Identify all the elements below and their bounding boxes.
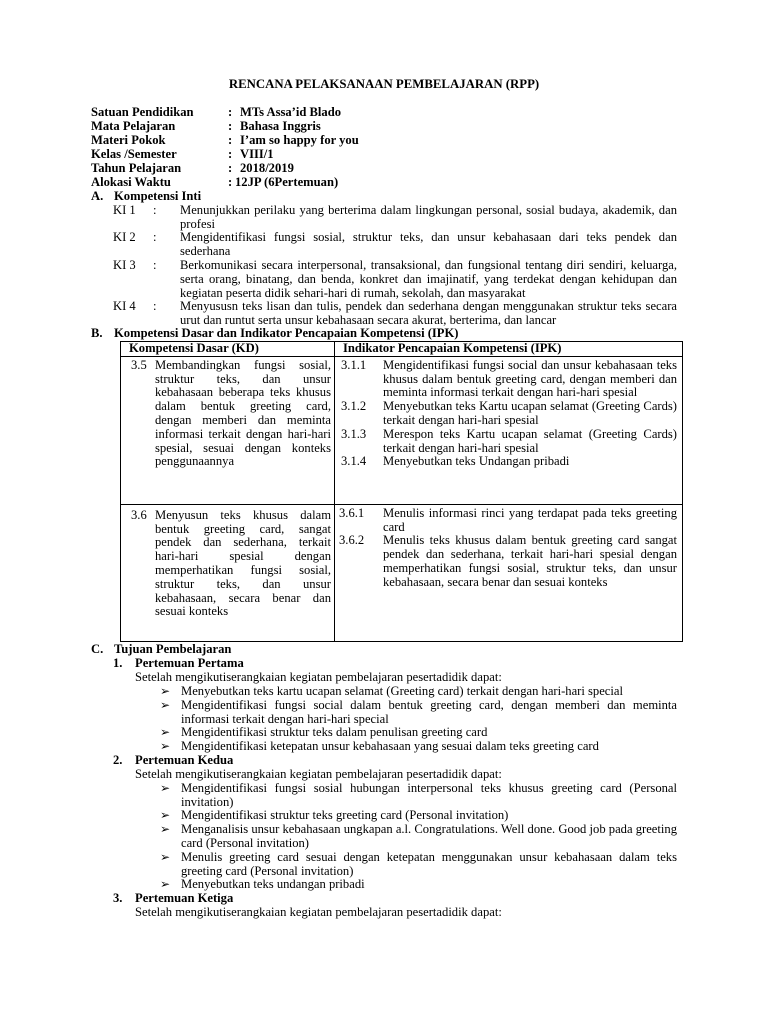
ipk-item [341,455,682,469]
ipk-text: Menyebutkan teks Kartu ucapan selamat (Greeting Cards) terkait dengan hari-hari spesial [383,399,677,427]
identity-block [91,106,359,190]
ki-text: Menunjukkan perilaku yang berterima dalam lingkungan personal, sosial budaya, akademik, dan profesi [180,203,677,231]
ipk-item [341,359,682,400]
ki-text: Mengidentifikasi fungsi sosial, struktur teks, dan unsur kebahasaan dari teks pendek dan sederhana [180,230,677,258]
document-title: RENCANA PELAKSANAAN PEMBELAJARAN (RPP) [228,77,540,91]
arrow-bullet-icon: ➢ [160,822,171,836]
ipk-item [341,428,682,456]
document-page: RENCANA PELAKSANAAN PEMBELAJARAN (RPP) Satuan Pendidikan : MTs Assa’id Blado Mata Pelajaran : Bahasa Inggris Materi Pokok : I’am so happy for you Kelas /Semester : VIII/1 Tahun Pelajaran : 2018/2019 Alokasi Waktu : 12JP (6Pertemuan) A. Kompetensi Inti KI 1 : Menunjukkan perilaku yang berterima dalam lingkungan personal, sosial budaya, akademik, dan profesi KI 2 : Mengidentifikasi fungsi sosial, struktur teks, dan unsur kebahasaan dari teks pendek dan sederhana KI 3 : Berkomunikasi secara interpersonal, transaksional, dan fungsional tentang diri sendiri, keluarga, serta orang, binatang, dan benda, konkret dan imajinatif, yang terdekat dengan kehidupan dan kegiatan peserta didik sehari-hari di rumah, sekolah, dan masyarakat KI 4 : Menyususn teks lisan dan tulis, pendek dan sederhana dengan menggunakan struktur teks secara urut dan runtut serta unsur kebahasaan secara akurat, berterima, dan lancar B. Kompetensi Dasar dan Indikator Pencapaian Kompetensi (IPK) Kompetensi Dasar (KD) Indikator Pencapaian Kompetensi (IPK) 3.5 Membandingkan fungsi sosial, struktur teks, dan unsur kebahasaan beberapa teks khusus dalam bentuk greeting card, dengan memberi dan meminta informasi terkait dengan hari-hari spesial, sesuai dengan konteks penggunaannya 3.1.1 Mengidentifikasi fungsi social dan unsur kebahasaan teks khusus dalam bentuk greeting card, dengan memberi dan meminta informasi terkait dengan hari-hari spesial 3.1.2 Menyebutkan teks Kartu ucapan selamat (Greeting Cards) terkait dengan hari-hari spesial 3.1.3 Merespon teks Kartu ucapan selamat (Greeting Cards) terkait dengan hari-hari spesial 3.1.4 Menyebutkan teks Undangan pribadi 3.6 Menyusun teks khusus dalam bentuk greeting card, sangat pendek dan sederhana, terkait hari-hari spesial dengan memperhatikan fungsi sosial, struktur teks, dan unsur kebahasaan, secara benar dan sesuai konteks 3.6.1 Menulis informasi rinci yang terdapat pada teks greeting card 3.6.2 Menulis teks khusus dalam bentuk greeting card sangat pendek dan sederhana, terkait hari-hari spesial dengan memperhatikan fungsi sosial, struktur teks, dan unsur kebahasaan, secara benar dan sesuai konteks C. Tujuan Pembelajaran 1. Pertemuan Pertama Setelah mengikutiserangkaian kegiatan pembelajaran pesertadidik dapat: ➢ Menyebutkan teks kartu ucapan selamat (Greeting card) terkait dengan hari-hari special ➢ Mengidentifikasi fungsi social dalam bentuk greeting card, dengan memberi dan meminta informasi terkait dengan hari-hari special ➢ Mengidentifikasi struktur teks dalam penulisan greeting card ➢ Mengidentifikasi ketepatan unsur kebahasaan yang sesuai dalam teks greeting card 2. Pertemuan Kedua Setelah mengikutiserangkaian kegiatan pembelajaran pesertadidik dapat: ➢ Mengidentifikasi fungsi sosial hubungan interpersonal teks khusus greeting card (Personal invitation) ➢ Mengidentifikasi struktur teks greeting card (Personal invitation) ➢ Menganalisis unsur kebahasaan ungkapan a.l. Congratulations. Well done. Good job pada greeting card (Personal invitation) ➢ Menulis greeting card sesuai dengan ketepatan menggunakan unsur kebahasaan dalam teks greeting card (Personal invitation) ➢ Menyebutkan teks undangan pribadi 3. Pertemuan Ketiga Setelah mengikutiserangkaian kegiatan pembelajaran pesertadidik dapat: [0,0,768,1024]
table-header-kd: Kompetensi Dasar (KD) [121,342,335,357]
identity-label: Satuan Pendidikan [91,105,194,119]
ipk-number: 3.1.3 [341,426,367,441]
identity-value: VIII/1 [240,147,274,161]
arrow-bullet-icon: ➢ [160,781,171,795]
kd-text: Menyusun teks khusus dalam bentuk greeting card, sangat pendek dan sederhana, terkait hari-hari spesial dengan memperhatikan fungsi sosial, struktur teks, dan unsur kebahasaan, secara benar dan sesuai konteks [155,507,331,619]
ipk-text: Mengidentifikasi fungsi social dan unsur kebahasaan teks khusus dalam bentuk greeting card, dengan memberi dan meminta informasi terkait dengan hari-hari spesial [383,357,677,400]
table-header-ipk: Indikator Pencapaian Kompetensi (IPK) [335,342,683,357]
kd-cell [121,356,335,504]
identity-row: Kelas /Semester : VIII/1 [91,147,274,161]
identity-label: Alokasi Waktu [91,175,171,189]
ki-text: Berkomunikasi secara interpersonal, transaksional, dan fungsional tentang diri sendiri, keluarga, serta orang, binatang, dan benda, konkret dan imajinatif, yang terdekat dengan kehidupan dan kegiatan peserta didik sehari-hari di rumah, sekolah, dan masyarakat [180,258,677,300]
identity-label: Kelas /Semester [91,147,177,161]
meeting-intro: Setelah mengikutiserangkaian kegiatan pembelajaran pesertadidik dapat: [135,767,502,781]
meeting-intro: Setelah mengikutiserangkaian kegiatan pembelajaran pesertadidik dapat: [135,670,502,684]
identity-row: Satuan Pendidikan : MTs Assa’id Blado [91,105,342,119]
ki-code: KI 2 [113,230,136,244]
ipk-text: Menulis teks khusus dalam bentuk greeting card sangat pendek dan sederhana, terkait hari-hari spesial dengan memperhatikan fungsi sosial, struktur teks, dan unsur kebahasaan, secara benar dan sesuai konteks [383,533,677,589]
table-row [121,356,683,504]
arrow-bullet-icon: ➢ [160,698,171,712]
ipk-number: 3.1.4 [341,454,367,469]
kd-number: 3.5 [131,357,147,372]
meeting-intro: Setelah mengikutiserangkaian kegiatan pembelajaran pesertadidik dapat: [135,905,502,919]
identity-label: Mata Pelajaran [91,119,176,133]
kd-text: Membandingkan fungsi sosial, struktur teks, dan unsur kebahasaan beberapa teks khusus dalam bentuk greeting card, dengan memberi dan meminta informasi terkait dengan hari-hari spesial, sesuai dengan konteks penggunaannya [155,357,331,469]
meeting-heading: 2. Pertemuan Kedua [113,753,234,767]
arrow-bullet-icon: ➢ [160,684,171,698]
ipk-cell [335,356,683,504]
identity-value: 12JP (6Pertemuan) [235,175,339,189]
kd-cell [121,504,335,641]
ipk-number: 3.6.1 [339,505,365,520]
section-b-heading: B. Kompetensi Dasar dan Indikator Pencapaian Kompetensi (IPK) [91,326,459,340]
identity-row: Materi Pokok : I’am so happy for you [91,133,359,147]
kd-ipk-table [120,341,683,642]
ki-code: KI 3 [113,258,136,272]
meeting-heading: 3. Pertemuan Ketiga [113,891,234,905]
identity-value: Bahasa Inggris [240,119,321,133]
ipk-text: Merespon teks Kartu ucapan selamat (Greeting Cards) terkait dengan hari-hari spesial [383,426,677,455]
identity-row: Alokasi Waktu : 12JP (6Pertemuan) [91,175,339,189]
arrow-bullet-icon: ➢ [160,725,171,739]
arrow-bullet-icon: ➢ [160,850,171,864]
arrow-bullet-icon: ➢ [160,808,171,822]
identity-row: Tahun Pelajaran : 2018/2019 [91,161,294,175]
section-c-heading: C. Tujuan Pembelajaran [91,642,232,656]
ipk-cell [335,504,683,641]
ipk-text: Menulis informasi rinci yang terdapat pada teks greeting card [383,505,677,534]
arrow-bullet-icon: ➢ [160,877,171,891]
ki-text: Menyususn teks lisan dan tulis, pendek dan sederhana dengan menggunakan struktur teks secara urut dan runtut serta unsur kebahasaan secara akurat, berterima, dan lancar [180,299,677,327]
identity-value: 2018/2019 [240,161,294,175]
identity-value: I’am so happy for you [240,133,359,147]
identity-value: MTs Assa’id Blado [240,105,342,119]
ipk-item [341,400,682,428]
arrow-bullet-icon: ➢ [160,739,171,753]
table-row [121,504,683,641]
kd-number: 3.6 [131,507,147,522]
ipk-number: 3.1.1 [341,357,367,372]
ipk-text: Menyebutkan teks Undangan pribadi [383,454,570,469]
ipk-number: 3.1.2 [341,399,367,414]
ipk-item [339,534,682,589]
section-a-heading: A. Kompetensi Inti [91,189,202,203]
meeting-heading: 1. Pertemuan Pertama [113,656,244,670]
identity-row: Mata Pelajaran : Bahasa Inggris [91,119,321,133]
table-header-row [121,342,683,357]
identity-label: Tahun Pelajaran [91,161,182,175]
ipk-number: 3.6.2 [339,533,365,548]
ipk-item [339,507,682,535]
identity-label: Materi Pokok [91,133,166,147]
ki-code: KI 1 [113,203,136,217]
ki-code: KI 4 [113,299,136,313]
